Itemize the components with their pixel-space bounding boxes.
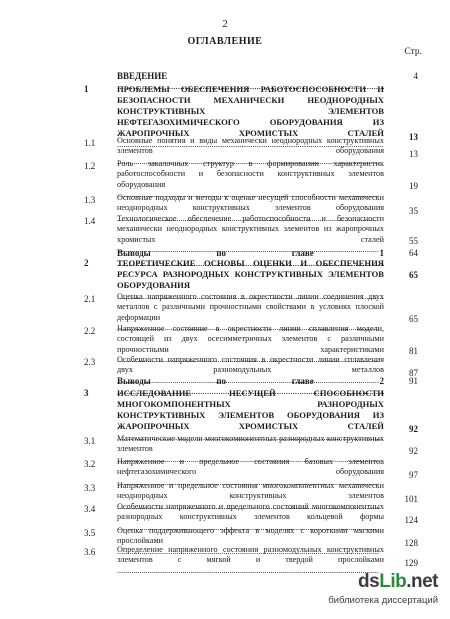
toc-entry-number: 1.4 — [84, 216, 96, 226]
toc-entry-page: 97 — [409, 470, 418, 480]
toc-entry-page: 92 — [409, 446, 418, 456]
toc-entry-number: 3 — [84, 388, 89, 398]
toc-entry-page: 13 — [409, 132, 418, 142]
toc-entry-title-text: Особенности напряженного и предельного состояний многокомпонентных разнородных конструктивных элементов кольцевой формы ..... — [117, 502, 384, 533]
toc-entry-title-text: Напряженное состояние в окрестности линии сплавления модели, состоящей из двух осесимметричных элементов с различными прочностными характеристиками ..... — [117, 324, 384, 366]
toc-heading: ОГЛАВЛЕНИЕ — [187, 36, 263, 47]
toc-entry-page: 4 — [413, 71, 418, 81]
toc-entry-page: 64 — [409, 248, 418, 258]
toc-entry-title-text: Определение напряженного состояния разномодульных конструктивных элементов с мягкой и твердой прослойками ..... — [117, 545, 384, 576]
toc-entry-page: 65 — [409, 270, 418, 280]
toc-entry-page: 13 — [409, 149, 418, 159]
toc-entry-page: 55 — [409, 236, 418, 246]
toc-entry-page: 91 — [409, 376, 418, 386]
toc-entry-title-text: Математические модели многокомпонентных разнородных конструктивных элементов ..... — [117, 434, 384, 465]
toc-entry-title-text: Напряженное и предельное состояния многокомпонентных механически неоднородных конструктивных элементов ..... — [117, 481, 384, 512]
toc-entry-page: 65 — [409, 314, 418, 324]
toc-entry-title-text: Особенности напряженного состояния в окрестности линии сплавления двух разномодульных металлов ..... — [117, 355, 384, 386]
toc-entry-number: 2 — [84, 258, 89, 268]
toc-entry-page: 35 — [409, 206, 418, 216]
toc-entry-page: 128 — [404, 538, 418, 548]
toc-entry-number: 3.6 — [84, 547, 96, 557]
toc-entry-title-text: Основные понятия и виды механически неоднородных конструктивных элементов оборудования ..... — [117, 136, 384, 167]
toc-entry-title-text: Технологическое обеспечение работоспособности и безопасности механически неоднородных конструктивных элементов из жаропрочных хромистых сталей ..... — [117, 214, 384, 256]
toc-entry-title-text: Напряженное и предельное состояния базовых элементов нефтегазохимического оборудования ..... — [117, 457, 384, 488]
toc-entry-title-text: Основные подходы и методы к оценке несущей способности механически неоднородных конструктивных элементов оборудования ..... — [117, 193, 384, 224]
toc-entry-title-text: ВВЕДЕНИЕ ..... — [117, 71, 384, 92]
toc-entry-page: 124 — [404, 515, 418, 525]
toc-entry-number: 2.3 — [84, 357, 96, 367]
toc-entry-number: 2.2 — [84, 326, 96, 336]
dslib-watermark — [323, 571, 438, 611]
toc-entry-page: 129 — [404, 558, 418, 568]
toc-entry-number: 3.3 — [84, 483, 96, 493]
toc-entry-number: 1.2 — [84, 161, 96, 171]
toc-entry-title-text: ПРОБЛЕМЫ ОБЕСПЕЧЕНИЯ РАБОТОСПОСОБНОСТИ И БЕЗОПАСНОСТИ МЕХАНИЧЕСКИ НЕОДНОРОДНЫХ КОНСТРУКТИВНЫХ ЭЛЕМЕНТОВ НЕФТЕГАЗОХИМИЧЕСКОГО ОБОРУДОВАНИЯ ИЗ ЖАРОПРОЧНЫХ ХРОМИСТЫХ СТАЛЕЙ ..... — [117, 84, 384, 150]
toc-entry-number: 3.5 — [84, 528, 96, 538]
dslib-logo: dsLib.net — [358, 571, 438, 592]
toc-entry-number: 3.2 — [84, 459, 96, 469]
toc-entry-number: 3.4 — [84, 504, 96, 514]
toc-entry-title-text: ИССЛЕДОВАНИЕ НЕСУЩЕЙ СПОСОБНОСТИ МНОГОКОМПОНЕНТНЫХ РАЗНОРОДНЫХ КОНСТРУКТИВНЫХ ЭЛЕМЕНТОВ ОБОРУДОВАНИЯ ИЗ ЖАРОПРОЧНЫХ ХРОМИСТЫХ СТАЛЕЙ ..... — [117, 388, 384, 443]
page-column-header: Стр. — [404, 47, 422, 57]
page-number: 2 — [222, 18, 228, 30]
toc-entry-number: 1 — [84, 84, 89, 94]
toc-entry-title-text: Выводы по главе 2 ..... — [117, 376, 384, 397]
toc-entry-page: 19 — [409, 181, 418, 191]
toc-entry-page: 81 — [409, 346, 418, 356]
toc-entry-number: 1.3 — [84, 195, 96, 205]
toc-entry-number: 1.1 — [84, 138, 96, 148]
toc-entry-page: 101 — [404, 494, 418, 504]
toc-entry-title-text: Выводы по главе 1 ..... — [117, 248, 384, 269]
toc-entry-page: 92 — [409, 424, 418, 434]
watermark-subtitle: библиотека диссертаций — [328, 595, 438, 606]
toc-entry-title-text: ТЕОРЕТИЧЕСКИЕ ОСНОВЫ ОЦЕНКИ И ОБЕСПЕЧЕНИЯ РЕСУРСА РАЗНОРОДНЫХ КОНСТРУКТИВНЫХ ЭЛЕМЕНТОВ ОБОРУДОВАНИЯ ..... — [117, 258, 384, 302]
toc-entry-number: 2.1 — [84, 294, 96, 304]
toc-entry-title-text: Оценка поддерживающего эффекта в моделях с короткими мягкими прослойками ..... — [117, 526, 384, 557]
toc-entry-title-text: Оценка напряженного состояния в окрестности линии соединения двух металлов с различными прочностными свойствами в условиях плоской деформации ..... — [117, 292, 384, 334]
toc-entry-number: 3.1 — [84, 436, 96, 446]
toc-entry-page: 87 — [409, 368, 418, 378]
toc-entry-title-text: Роль закалочных структур в формировании характеристик работоспособности и безопасности конструктивных элементов оборудования ..... — [117, 159, 384, 201]
